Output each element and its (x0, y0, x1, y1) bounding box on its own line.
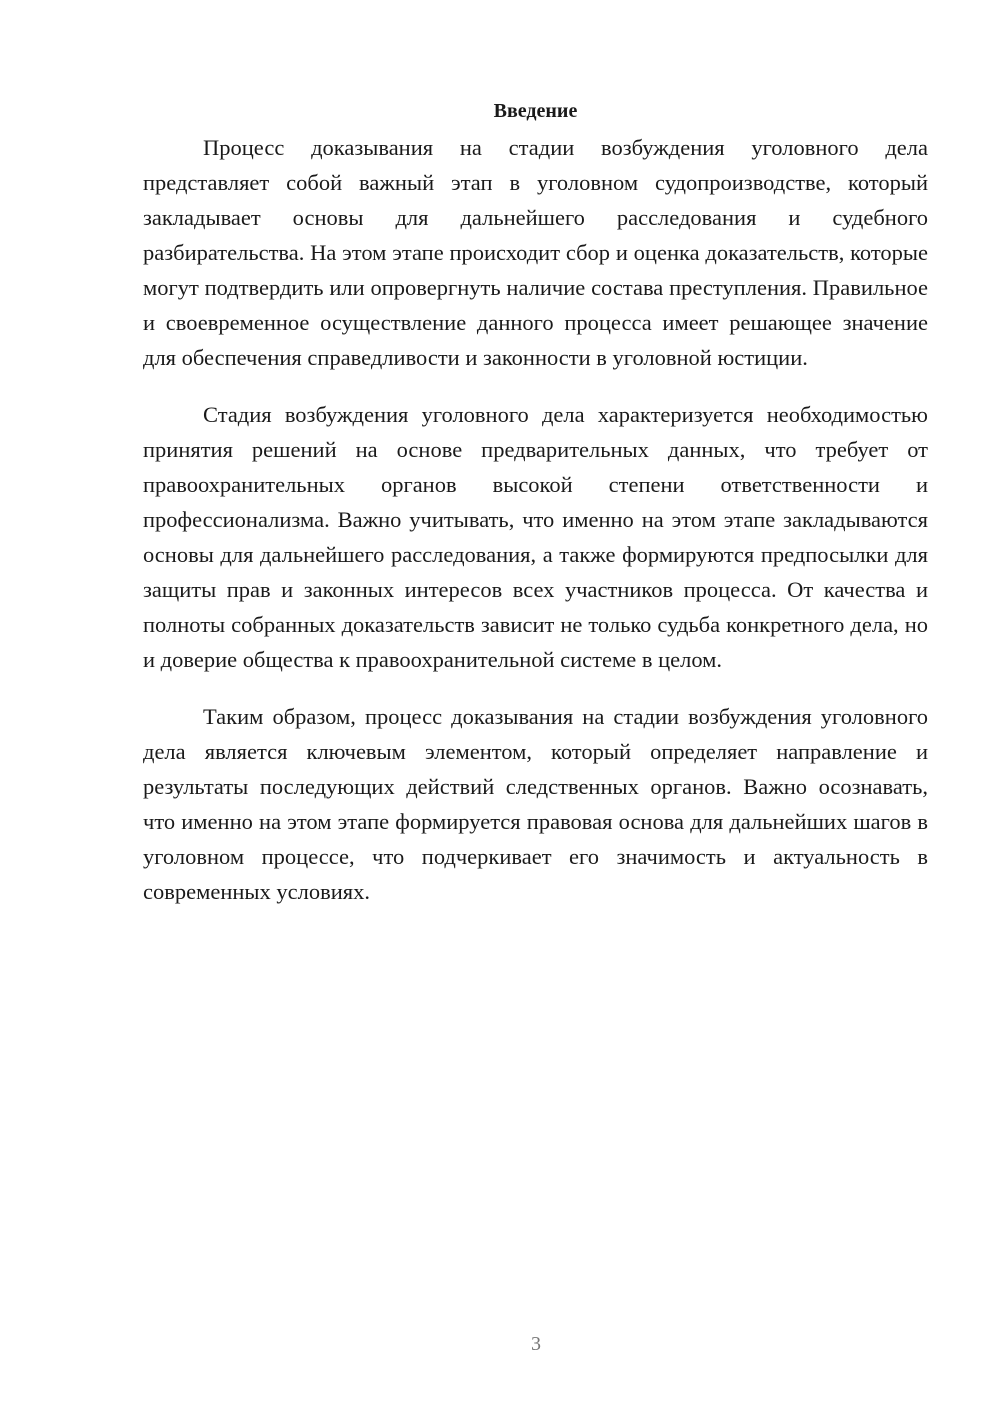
paragraph-1: Процесс доказывания на стадии возбуждения уголовного дела представляет собой важный этап в уголовном судопроизводстве, который закладывает основы для дальнейшего расследования и судебного разбирательства. На этом этапе происходит сбор и оценка доказательств, которые могут подтвердить или опровергнуть наличие состава преступления. Правильное и своевременное осуществление данного процесса имеет решающее значение для обеспечения справедливости и законности в уголовной юстиции. (143, 135, 928, 370)
paragraph-2: Стадия возбуждения уголовного дела характеризуется необходимостью принятия решений на основе предварительных данных, что требует от правоохранительных органов высокой степени ответственности и профессионализма. Важно учитывать, что именно на этом этапе закладываются основы для дальнейшего расследования, а также формируются предпосылки для защиты прав и законных интересов всех участников процесса. От качества и полноты собранных доказательств зависит не только судьба конкретного дела, но и доверие общества к правоохранительной системе в целом. (143, 402, 928, 672)
section-heading: Введение (493, 100, 578, 122)
paragraph-3: Таким образом, процесс доказывания на стадии возбуждения уголовного дела является ключевым элементом, который определяет направление и результаты последующих действий следственных органов. Важно осознавать, что именно на этом этапе формируется правовая основа для дальнейших шагов в уголовном процессе, что подчеркивает его значимость и актуальность в современных условиях. (143, 704, 928, 904)
page-body (143, 96, 928, 931)
page-number: 3 (531, 1333, 541, 1355)
